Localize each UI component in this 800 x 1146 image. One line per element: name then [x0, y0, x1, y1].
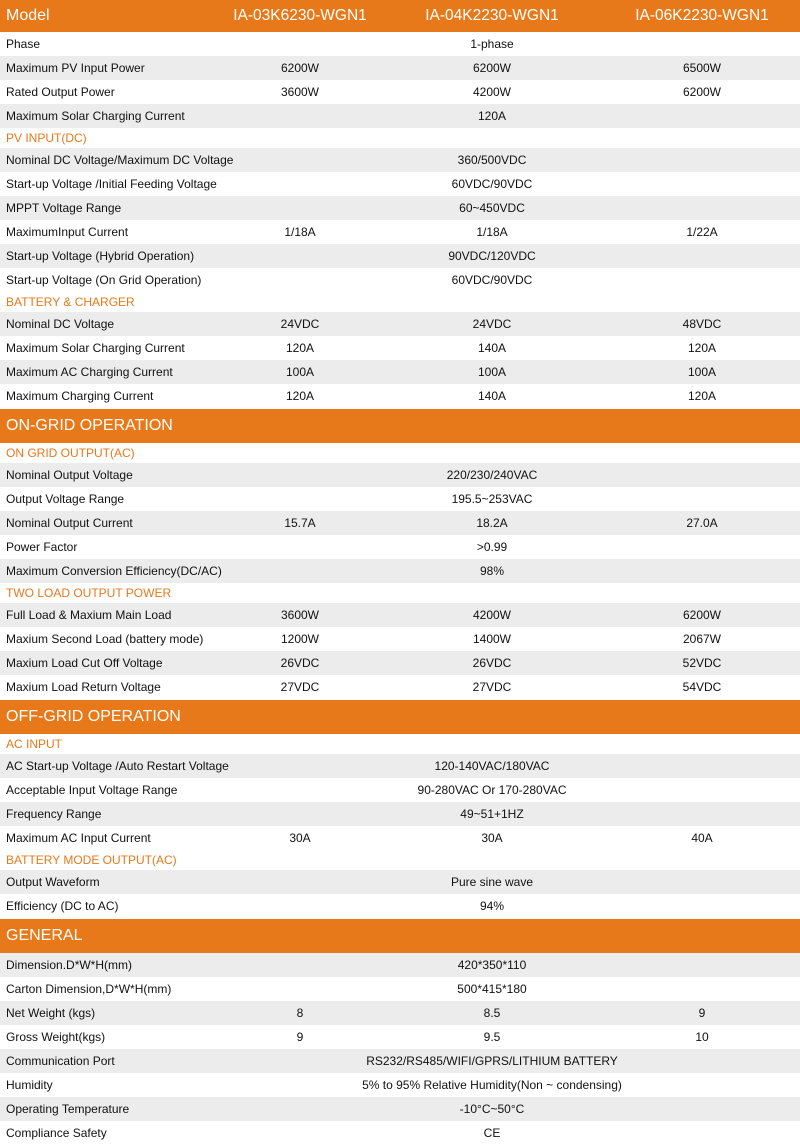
spec-label: Maxium Load Return Voltage	[6, 680, 161, 694]
spec-value-all-models: 60VDC/90VDC	[451, 177, 533, 191]
spec-value-model-2: 27VDC	[472, 680, 512, 694]
table-row	[0, 56, 800, 80]
spec-label: Maximum AC Charging Current	[6, 365, 173, 379]
spec-label: Nominal Output Current	[6, 516, 133, 530]
spec-label: Carton Dimension,D*W*H(mm)	[6, 982, 172, 996]
table-row	[0, 535, 800, 559]
spec-value-model-1: 120A	[285, 389, 315, 403]
spec-label: MaximumInput Current	[6, 225, 129, 239]
spec-value-model-1: 24VDC	[280, 317, 320, 331]
section-band	[0, 919, 800, 953]
table-row	[0, 651, 800, 675]
table-row	[0, 511, 800, 535]
table-row	[0, 244, 800, 268]
spec-label: Nominal DC Voltage/Maximum DC Voltage	[6, 153, 234, 167]
spec-label: Net Weight (kgs)	[6, 1006, 96, 1020]
spec-value-model-2: 30A	[481, 831, 503, 845]
table-row	[0, 870, 800, 894]
spec-value-model-1: 3600W	[280, 608, 320, 622]
table-row	[0, 463, 800, 487]
spec-label: Power Factor	[6, 540, 78, 554]
section-title: ON-GRID OPERATION	[6, 417, 173, 434]
table-row	[0, 196, 800, 220]
spec-value-all-models: 220/230/240VAC	[446, 468, 538, 482]
spec-value-all-models: 98%	[479, 564, 505, 578]
spec-value-model-3: 10	[695, 1030, 709, 1044]
spec-label: Output Voltage Range	[6, 492, 125, 506]
spec-label: Start-up Voltage (Hybrid Operation)	[6, 249, 195, 263]
table-header	[0, 0, 800, 32]
spec-value-model-1: 30A	[289, 831, 311, 845]
table-row	[0, 802, 800, 826]
spec-value-model-3: 54VDC	[682, 680, 722, 694]
model-1-header: IA-03K6230-WGN1	[233, 7, 367, 24]
table-row	[0, 220, 800, 244]
spec-value-all-models: 60~450VDC	[459, 201, 525, 215]
spec-value-all-models: 120-140VAC/180VAC	[434, 759, 550, 773]
spec-value-model-3: 6200W	[682, 608, 722, 622]
spec-value-model-3: 1/22A	[686, 225, 718, 239]
spec-value-model-3: 100A	[687, 365, 717, 379]
spec-label: Full Load & Maxium Main Load	[6, 608, 172, 622]
spec-value-all-models: 1-phase	[470, 37, 514, 51]
spec-value-model-1: 100A	[285, 365, 315, 379]
subsection-label: BATTERY MODE OUTPUT(AC)	[6, 853, 177, 867]
table-row	[0, 1121, 800, 1145]
table-row	[0, 778, 800, 802]
spec-value-model-2: 140A	[477, 341, 507, 355]
table-row	[0, 894, 800, 918]
subsection-heading	[0, 292, 800, 312]
spec-label: Maximum Conversion Efficiency(DC/AC)	[6, 564, 222, 578]
header-label: Model	[6, 7, 50, 24]
spec-value-model-3: 9	[698, 1006, 706, 1020]
table-row	[0, 360, 800, 384]
table-row	[0, 148, 800, 172]
spec-label: Maximum Solar Charging Current	[6, 109, 185, 123]
model-3-header: IA-06K2230-WGN1	[635, 7, 769, 24]
spec-label: Phase	[6, 37, 41, 51]
spec-label: Operating Temperature	[6, 1102, 130, 1116]
spec-value-model-3: 52VDC	[682, 656, 722, 670]
spec-value-model-3: 120A	[687, 341, 717, 355]
spec-value-model-2: 4200W	[472, 85, 512, 99]
subsection-heading	[0, 583, 800, 603]
spec-value-model-2: 6200W	[472, 61, 512, 75]
spec-label: Maximum Solar Charging Current	[6, 341, 185, 355]
subsection-heading	[0, 443, 800, 463]
spec-value-model-1: 26VDC	[280, 656, 320, 670]
spec-value-all-models: 60VDC/90VDC	[451, 273, 533, 287]
table-row	[0, 826, 800, 850]
spec-label: Acceptable Input Voltage Range	[6, 783, 178, 797]
spec-value-model-1: 8	[296, 1006, 304, 1020]
table-row	[0, 384, 800, 408]
table-row	[0, 336, 800, 360]
spec-value-all-models: 49~51+1HZ	[460, 807, 524, 821]
spec-value-model-2: 1/18A	[476, 225, 508, 239]
table-row	[0, 1073, 800, 1097]
spec-value-model-2: 9.5	[483, 1030, 501, 1044]
spec-label: Start-up Voltage (On Grid Operation)	[6, 273, 202, 287]
spec-value-model-3: 48VDC	[682, 317, 722, 331]
spec-value-model-1: 1200W	[280, 632, 320, 646]
spec-value-model-3: 6500W	[682, 61, 722, 75]
table-row	[0, 1001, 800, 1025]
section-band	[0, 409, 800, 443]
table-row	[0, 80, 800, 104]
spec-value-all-models: CE	[483, 1126, 501, 1140]
subsection-label: TWO LOAD OUTPUT POWER	[6, 586, 172, 600]
subsection-heading	[0, 850, 800, 870]
spec-value-model-3: 40A	[691, 831, 713, 845]
spec-value-all-models: 90-280VAC Or 170-280VAC	[417, 783, 567, 797]
spec-value-all-models: Pure sine wave	[450, 875, 534, 889]
subsection-label: BATTERY & CHARGER	[6, 295, 135, 309]
table-row	[0, 1025, 800, 1049]
table-row	[0, 1049, 800, 1073]
spec-value-model-1: 120A	[285, 341, 315, 355]
spec-label: Nominal DC Voltage	[6, 317, 115, 331]
spec-label: Maximum Charging Current	[6, 389, 154, 403]
table-row	[0, 312, 800, 336]
section-title: GENERAL	[6, 927, 83, 944]
spec-value-all-models: 94%	[479, 899, 505, 913]
spec-label: Maximum PV Input Power	[6, 61, 145, 75]
spec-label: Maximum AC Input Current	[6, 831, 151, 845]
spec-value-model-1: 6200W	[280, 61, 320, 75]
spec-value-model-1: 1/18A	[284, 225, 316, 239]
spec-value-model-2: 24VDC	[472, 317, 512, 331]
table-row	[0, 1097, 800, 1121]
spec-value-all-models: 420*350*110	[457, 958, 527, 972]
spec-value-model-2: 26VDC	[472, 656, 512, 670]
subsection-label: AC INPUT	[6, 737, 63, 751]
table-row	[0, 268, 800, 292]
spec-value-model-2: 1400W	[472, 632, 512, 646]
spec-label: Rated Output Power	[6, 85, 115, 99]
spec-label: AC Start-up Voltage /Auto Restart Voltage	[6, 759, 229, 773]
spec-label: Nominal Output Voltage	[6, 468, 133, 482]
spec-value-all-models: 90VDC/120VDC	[448, 249, 536, 263]
subsection-label: ON GRID OUTPUT(AC)	[6, 446, 135, 460]
spec-value-model-3: 27.0A	[686, 516, 718, 530]
spec-value-all-models: 5% to 95% Relative Humidity(Non ~ condensing)	[362, 1078, 622, 1092]
spec-value-model-2: 140A	[477, 389, 507, 403]
table-row	[0, 754, 800, 778]
spec-label: Communication Port	[6, 1054, 115, 1068]
spec-value-model-1: 27VDC	[280, 680, 320, 694]
table-row	[0, 32, 800, 56]
subsection-heading	[0, 734, 800, 754]
table-row	[0, 627, 800, 651]
table-row	[0, 675, 800, 699]
spec-value-all-models: >0.99	[476, 540, 508, 554]
table-row	[0, 953, 800, 977]
table-row	[0, 559, 800, 583]
spec-value-model-3: 6200W	[682, 85, 722, 99]
spec-value-all-models: 195.5~253VAC	[451, 492, 533, 506]
spec-value-model-2: 8.5	[483, 1006, 501, 1020]
spec-value-all-models: 500*415*180	[457, 982, 527, 996]
subsection-heading	[0, 128, 800, 148]
spec-label: Dimension.D*W*H(mm)	[6, 958, 133, 972]
spec-label: Humidity	[6, 1078, 53, 1092]
spec-label: Frequency Range	[6, 807, 102, 821]
table-row	[0, 603, 800, 627]
section-band	[0, 700, 800, 734]
table-row	[0, 104, 800, 128]
spec-label: MPPT Voltage Range	[6, 201, 122, 215]
spec-value-model-1: 3600W	[280, 85, 320, 99]
spec-value-all-models: 360/500VDC	[457, 153, 527, 167]
spec-label: Maxium Second Load (battery mode)	[6, 632, 204, 646]
spec-value-model-2: 4200W	[472, 608, 512, 622]
subsection-label: PV INPUT(DC)	[6, 131, 87, 145]
spec-value-model-2: 18.2A	[476, 516, 508, 530]
spec-label: Maxium Load Cut Off Voltage	[6, 656, 163, 670]
section-title: OFF-GRID OPERATION	[6, 708, 181, 725]
spec-label: Output Waveform	[6, 875, 100, 889]
spec-value-all-models: -10°C~50°C	[459, 1102, 525, 1116]
table-row	[0, 172, 800, 196]
spec-value-all-models: 120A	[477, 109, 507, 123]
spec-label: Compliance Safety	[6, 1126, 107, 1140]
spec-value-model-1: 9	[296, 1030, 304, 1044]
table-row	[0, 487, 800, 511]
table-row	[0, 977, 800, 1001]
spec-value-model-1: 15.7A	[284, 516, 316, 530]
spec-value-model-3: 2067W	[682, 632, 722, 646]
spec-value-model-2: 100A	[477, 365, 507, 379]
spec-label: Efficiency (DC to AC)	[6, 899, 119, 913]
spec-value-all-models: RS232/RS485/WIFI/GPRS/LITHIUM BATTERY	[366, 1054, 618, 1068]
spec-label: Gross Weight(kgs)	[6, 1030, 106, 1044]
spec-value-model-3: 120A	[687, 389, 717, 403]
model-2-header: IA-04K2230-WGN1	[425, 7, 559, 24]
spec-label: Start-up Voltage /Initial Feeding Voltage	[6, 177, 217, 191]
